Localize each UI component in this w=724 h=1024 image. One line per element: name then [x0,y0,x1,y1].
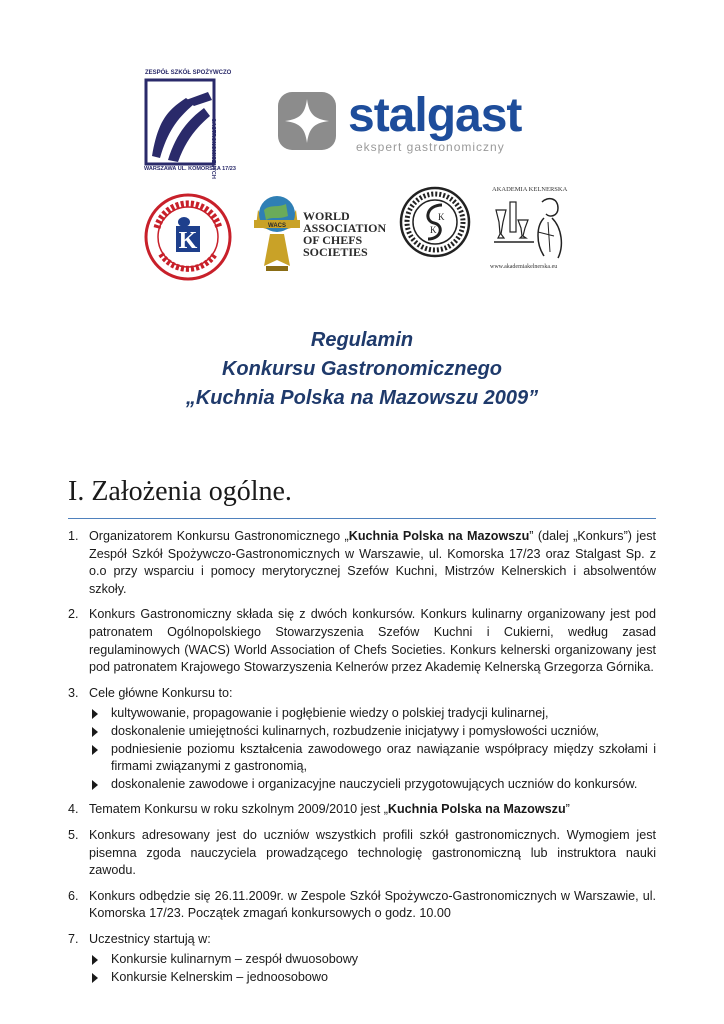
zss-logo-side-text: GASTRONOMICZNYCH [210,118,216,179]
triangle-bullet-icon [92,973,98,983]
document-title [0,326,724,413]
section-divider [68,518,656,519]
item-text-part: Organizatorem Konkursu Gastronomicznego „ [89,529,349,543]
item-number: 2. [68,607,79,622]
wacs-line-3: OF CHEFS [303,233,363,247]
sublist-item-text: Konkursie Kelnerskim – jednoosobowo [111,970,329,985]
waiter-sketch-icon [488,192,576,268]
triangle-bullet-icon [92,709,98,719]
list-item-1 [68,528,656,598]
item-text: Uczestnicy startują w: [89,931,211,946]
item-text-part: ” [565,802,570,817]
sublist-item [89,723,656,741]
stalgast-tagline: ekspert gastronomiczny [356,140,505,154]
ogolnopolskie-seal-icon [143,192,233,282]
triangle-bullet-icon [92,745,98,755]
svg-text:WACS: WACS [268,223,286,229]
sublist-item-text: podniesienie poziomu kształcenia zawodowego oraz nawiązanie współpracy między szkołami i firmami związanymi z gastronomią, [111,741,656,774]
sublist-item [89,741,656,776]
sublist-item [89,705,656,723]
item-number: 6. [68,888,79,903]
stalgast-logo [276,88,531,158]
zss-emblem-icon [138,70,240,176]
kelner-seal-icon [398,185,473,260]
stalgast-mark-icon [276,90,338,152]
sublist-item-text: doskonalenie zawodowe i organizacyjne nauczycieli przygotowujących uczniów do konkursów. [111,776,638,791]
svg-text:K: K [178,228,198,254]
item-number: 3. [68,685,79,700]
goals-sublist [89,705,656,793]
list-item-6 [68,888,656,923]
zss-logo [138,70,240,179]
title-line-1: Regulamin [310,329,414,351]
svg-text:K: K [430,225,437,235]
ogolnopolskie-stowarzyszenie-logo [143,192,233,282]
section-heading: I. Założenia ogólne. [68,476,292,507]
title-line-3: „Kuchnia Polska na Mazowszu 2009” [185,387,539,409]
wacs-name [303,210,403,258]
sublist-item [89,969,656,987]
krajowe-stowarzyszenie-kelnerow-logo [398,185,473,260]
wacs-line-4: SOCIETIES [303,245,368,259]
title-line-2: Konkursu Gastronomicznego [221,358,503,380]
svg-text:K: K [438,212,445,222]
item-text: Konkurs odbędzie się 26.11.2009r. w Zespole Szkół Spożywczo-Gastronomicznych w Warszawie, ul. Komorska 17/23. Początek zmagań konkursowych o godz. 10.00 [89,888,656,921]
item-text: Konkurs adresowany jest do uczniów wszystkich profili szkół gastronomicznych. Wymogiem jest pisemna zgoda nauczyciela prowadzącego technologię gastronomiczną lub instruktora nauki zawodu. [89,827,656,878]
categories-sublist [89,951,656,986]
sublist-item [89,951,656,969]
triangle-bullet-icon [92,727,98,737]
rules-list [68,528,656,995]
item-text: Cele główne Konkursu to: [89,685,233,700]
zss-logo-top-text: ZESPÓŁ SZKÓŁ SPOŻYWCZO [145,70,232,76]
list-item-4 [68,801,656,819]
item-text-part: ” (dalej „Konkurs”) jest Zespół Szkół Spożywczo-Gastronomicznych w Warszawie, ul. Komorska 17/23 oraz Stalgast Sp. z o.o przy wsparciu i pomocy merytorycznej Szefów Kuchni, Mistrzów Kelnerskich i absolwentów szkoły. [89,529,656,596]
item-text [89,529,656,596]
triangle-bullet-icon [92,955,98,965]
list-item-7 [68,931,656,987]
wacs-line-1: WORLD [303,209,350,223]
item-number: 1. [68,529,79,543]
item-number: 7. [68,931,79,946]
list-item-5 [68,827,656,880]
item-bold-name: Kuchnia Polska na Mazowszu [387,802,566,817]
sublist-item-text: doskonalenie umiejętności kulinarnych, rozbudzenie inicjatywy i pomysłowości uczniów, [111,723,599,738]
item-text [89,802,570,816]
item-text-part: Tematem Konkursu w roku szkolnym 2009/2010 jest „ [89,802,388,817]
akademia-url: www.akademiakelnerska.eu [490,264,558,270]
stalgast-name: stalgast [348,89,522,142]
wacs-logo [250,190,400,274]
item-number: 5. [68,827,79,842]
wacs-line-2: ASSOCIATION [303,221,387,235]
sublist-item-text: kultywowanie, propagowanie i pogłębienie wiedzy o polskiej tradycji kulinarnej, [111,706,549,721]
triangle-bullet-icon [92,780,98,790]
sublist-item-text: Konkursie kulinarnym – zespół dwuosobowy [111,952,359,967]
item-bold-name: Kuchnia Polska na Mazowszu [348,529,530,543]
item-text: Konkurs Gastronomiczny składa się z dwóch konkursów. Konkurs kulinarny organizowany jest pod patronatem Ogólnopolskiego Stowarzyszenia Szefów Kuchni i Cukierni, według zasad regulaminowych (WACS) World Association of Chefs Societies. Konkurs kelnerski organizowany jest pod patronatem Krajowego Stowarzyszenia Kelnerów przez Akademię Kelnerską Grzegorza Górnika. [89,607,656,675]
wacs-globe-icon [250,190,304,274]
akademia-kelnerska-logo [488,180,576,276]
list-item-2 [68,606,656,676]
list-item-3 [68,685,656,794]
item-number: 4. [68,802,79,817]
sublist-item [89,776,656,794]
zss-logo-bottom-text: WARSZAWA UL. KOMORSKA 17/23 [144,166,236,172]
akademia-title: AKADEMIA KELNERSKA [492,186,568,193]
